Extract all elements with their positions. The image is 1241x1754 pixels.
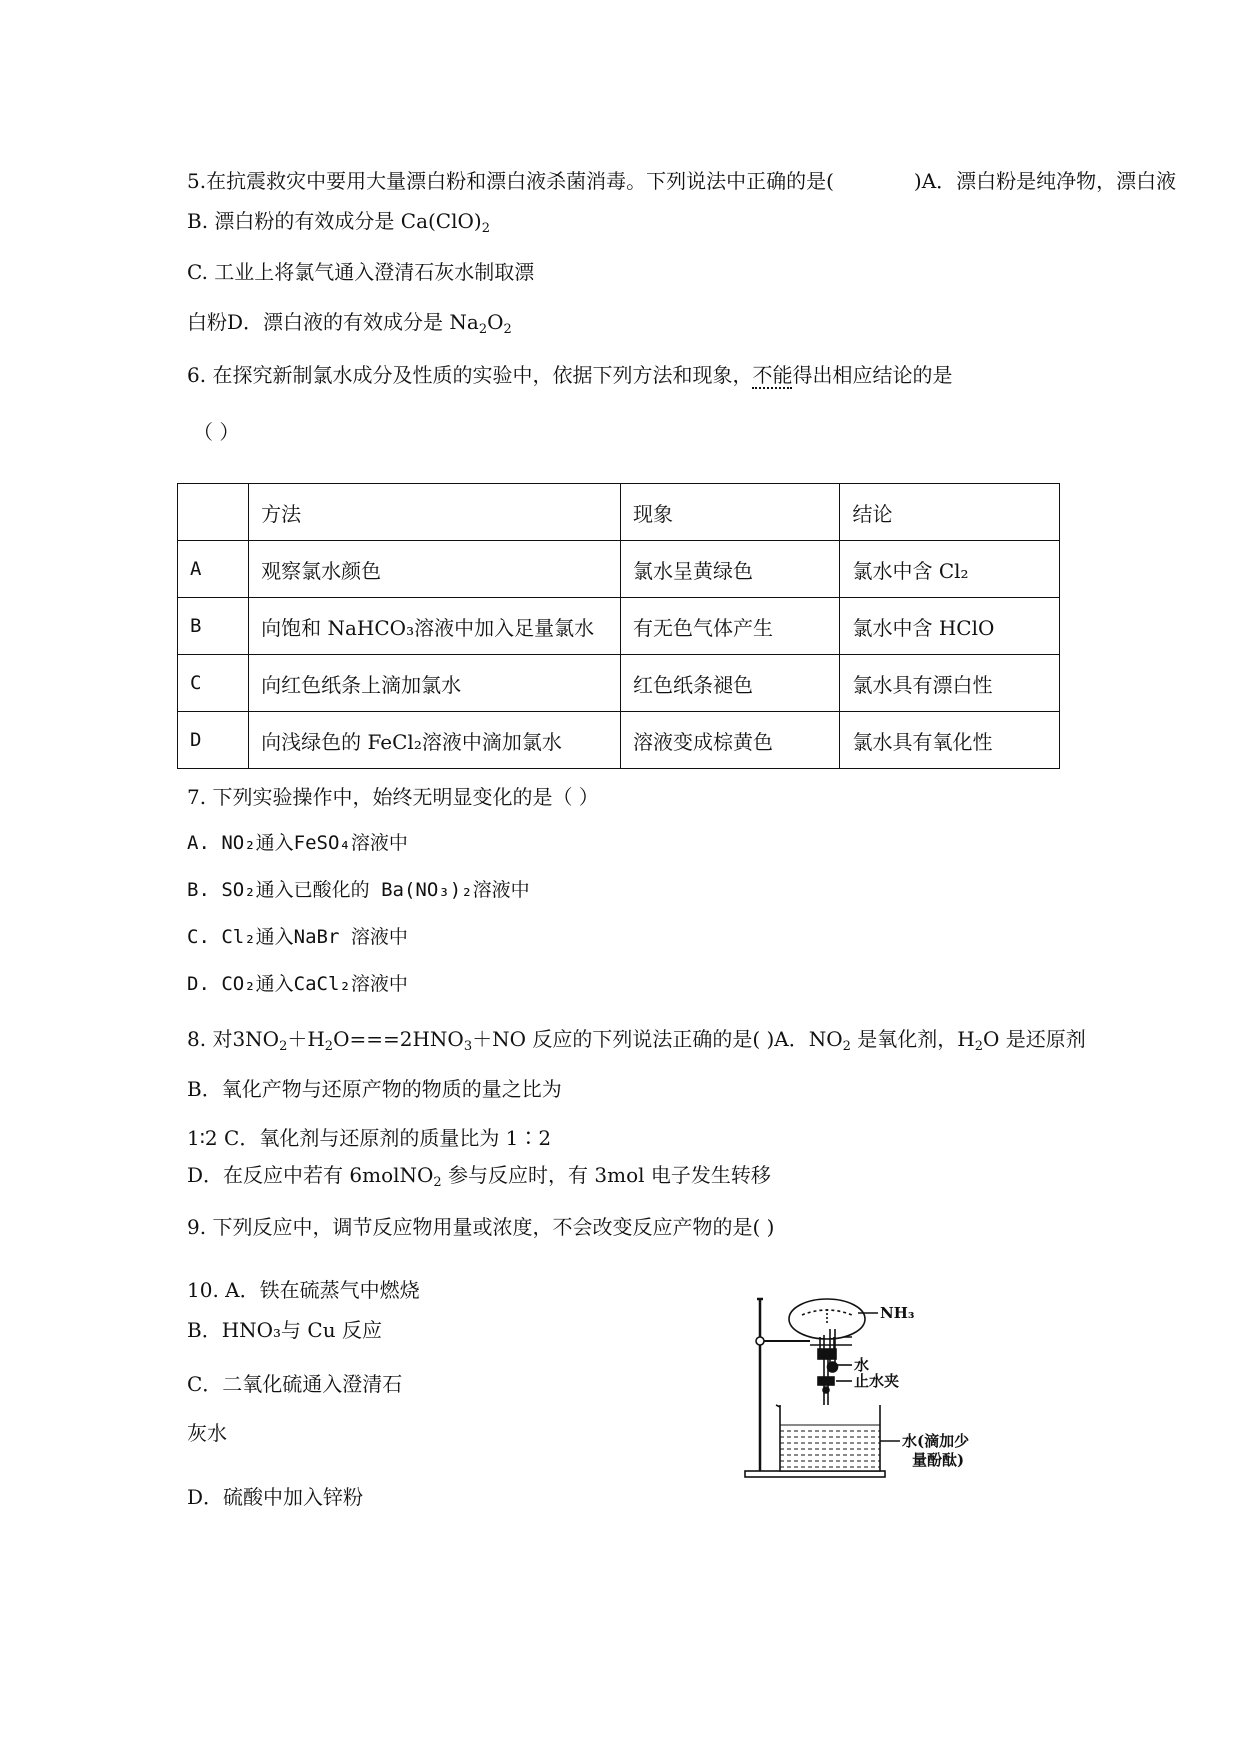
q10-option-b: B．HNO₃与 Cu 反应 (187, 1318, 382, 1342)
q7-option-b: B. SO₂通入已酸化的 Ba(NO₃)₂溶液中 (187, 879, 530, 901)
table-cell-label: C (178, 655, 249, 712)
q7-option-a: A. NO₂通入FeSO₄溶液中 (187, 832, 408, 854)
table-cell-label: B (178, 598, 249, 655)
table-cell-conclusion: 氯水具有漂白性 (840, 655, 1060, 712)
q6-answer-paren: （ ） (193, 420, 240, 444)
label-water: 水 (854, 1356, 870, 1374)
table-cell-phenomenon: 红色纸条褪色 (620, 655, 839, 712)
q8-stem: 8. 对$3NO_2+H_2O===2HNO_3+NO$ 反应的下列说法正确的是( )A．$NO_2$ 是氧化剂，$H_2O$ 是还原剂 (187, 1027, 1086, 1054)
q6-stem: 6. 在探究新制氯水成分及性质的实验中，依据下列方法和现象，不能得出相应结论的是 (187, 363, 953, 387)
q5-stem: 5.在抗震救灾中要用大量漂白粉和漂白液杀菌消毒。下列说法中正确的是( )A．漂白粉是纯净物，漂白液 (187, 169, 1177, 193)
table-cell-conclusion: 氯水具有氧化性 (840, 712, 1060, 769)
q10-option-c-cont: 灰水 (187, 1421, 227, 1445)
table-row (178, 712, 1060, 769)
q8-option-d: D．在反应中若有 6molNO$_2$ 参与反应时，有 3mol 电子发生转移 (187, 1163, 771, 1190)
table-cell-method: 观察氯水颜色 (249, 541, 621, 598)
q5-option-c: C. 工业上将氯气通入澄清石灰水制取漂 (187, 260, 535, 284)
water-stop-clamp (818, 1377, 834, 1385)
label-nh3: NH₃ (880, 1304, 915, 1322)
table-cell-phenomenon: 氯水呈黄绿色 (620, 541, 839, 598)
table-cell-method: 向浅绿色的 FeCl₂溶液中滴加氯水 (249, 712, 621, 769)
table-row (178, 541, 1060, 598)
table-cell-method: 向红色纸条上滴加氯水 (249, 655, 621, 712)
q10-option-d: D．硫酸中加入锌粉 (187, 1485, 364, 1509)
q5-option-d: 白粉D．漂白液的有效成分是 $Na_2O_2$ (187, 310, 512, 337)
q8-option-c: 1∶2 C．氧化剂与还原剂的质量比为 1∶2 (187, 1126, 552, 1150)
q8-option-b: B．氧化产物与还原产物的物质的量之比为 (187, 1077, 562, 1101)
q7-stem: 7. 下列实验操作中，始终无明显变化的是（ ） (187, 785, 599, 809)
table-cell-label: A (178, 541, 249, 598)
table-header-cell: 结论 (840, 484, 1060, 541)
table-header-cell: 方法 (249, 484, 621, 541)
fountain-apparatus-figure (740, 1295, 980, 1480)
q9-stem: 9. 下列反应中，调节反应物用量或浓度，不会改变反应产物的是( ) (187, 1215, 775, 1239)
q5-option-b: B. 漂白粉的有效成分是 $Ca(ClO)_2$ (187, 209, 490, 236)
label-beaker-phenolphthalein: 量酚酞) (912, 1451, 965, 1469)
table-row (178, 655, 1060, 712)
table-row (178, 598, 1060, 655)
table-cell-conclusion: 氯水中含 HClO (840, 598, 1060, 655)
label-beaker-water: 水(滴加少 (902, 1432, 970, 1450)
table-cell-method: 向饱和 NaHCO₃溶液中加入足量氯水 (249, 598, 621, 655)
q10-option-a: 10. A．铁在硫蒸气中燃烧 (187, 1278, 420, 1302)
table-header-row (178, 484, 1060, 541)
table-cell-phenomenon: 有无色气体产生 (620, 598, 839, 655)
q7-option-c: C. Cl₂通入NaBr 溶液中 (187, 926, 408, 948)
stopper (818, 1349, 836, 1359)
table-cell-phenomenon: 溶液变成棕黄色 (620, 712, 839, 769)
q6-emphasis-dots: 不能 (752, 363, 793, 387)
table-header-cell: 现象 (620, 484, 839, 541)
q10-option-c: C．二氧化硫通入澄清石 (187, 1372, 403, 1396)
table-header-cell (178, 484, 249, 541)
table-cell-conclusion: 氯水中含 Cl₂ (840, 541, 1060, 598)
label-water-stop-clamp: 止水夹 (854, 1372, 900, 1390)
stand-base (745, 1471, 885, 1477)
table-cell-label: D (178, 712, 249, 769)
q6-table (177, 483, 1060, 769)
q7-option-d: D. CO₂通入CaCl₂溶液中 (187, 973, 408, 995)
